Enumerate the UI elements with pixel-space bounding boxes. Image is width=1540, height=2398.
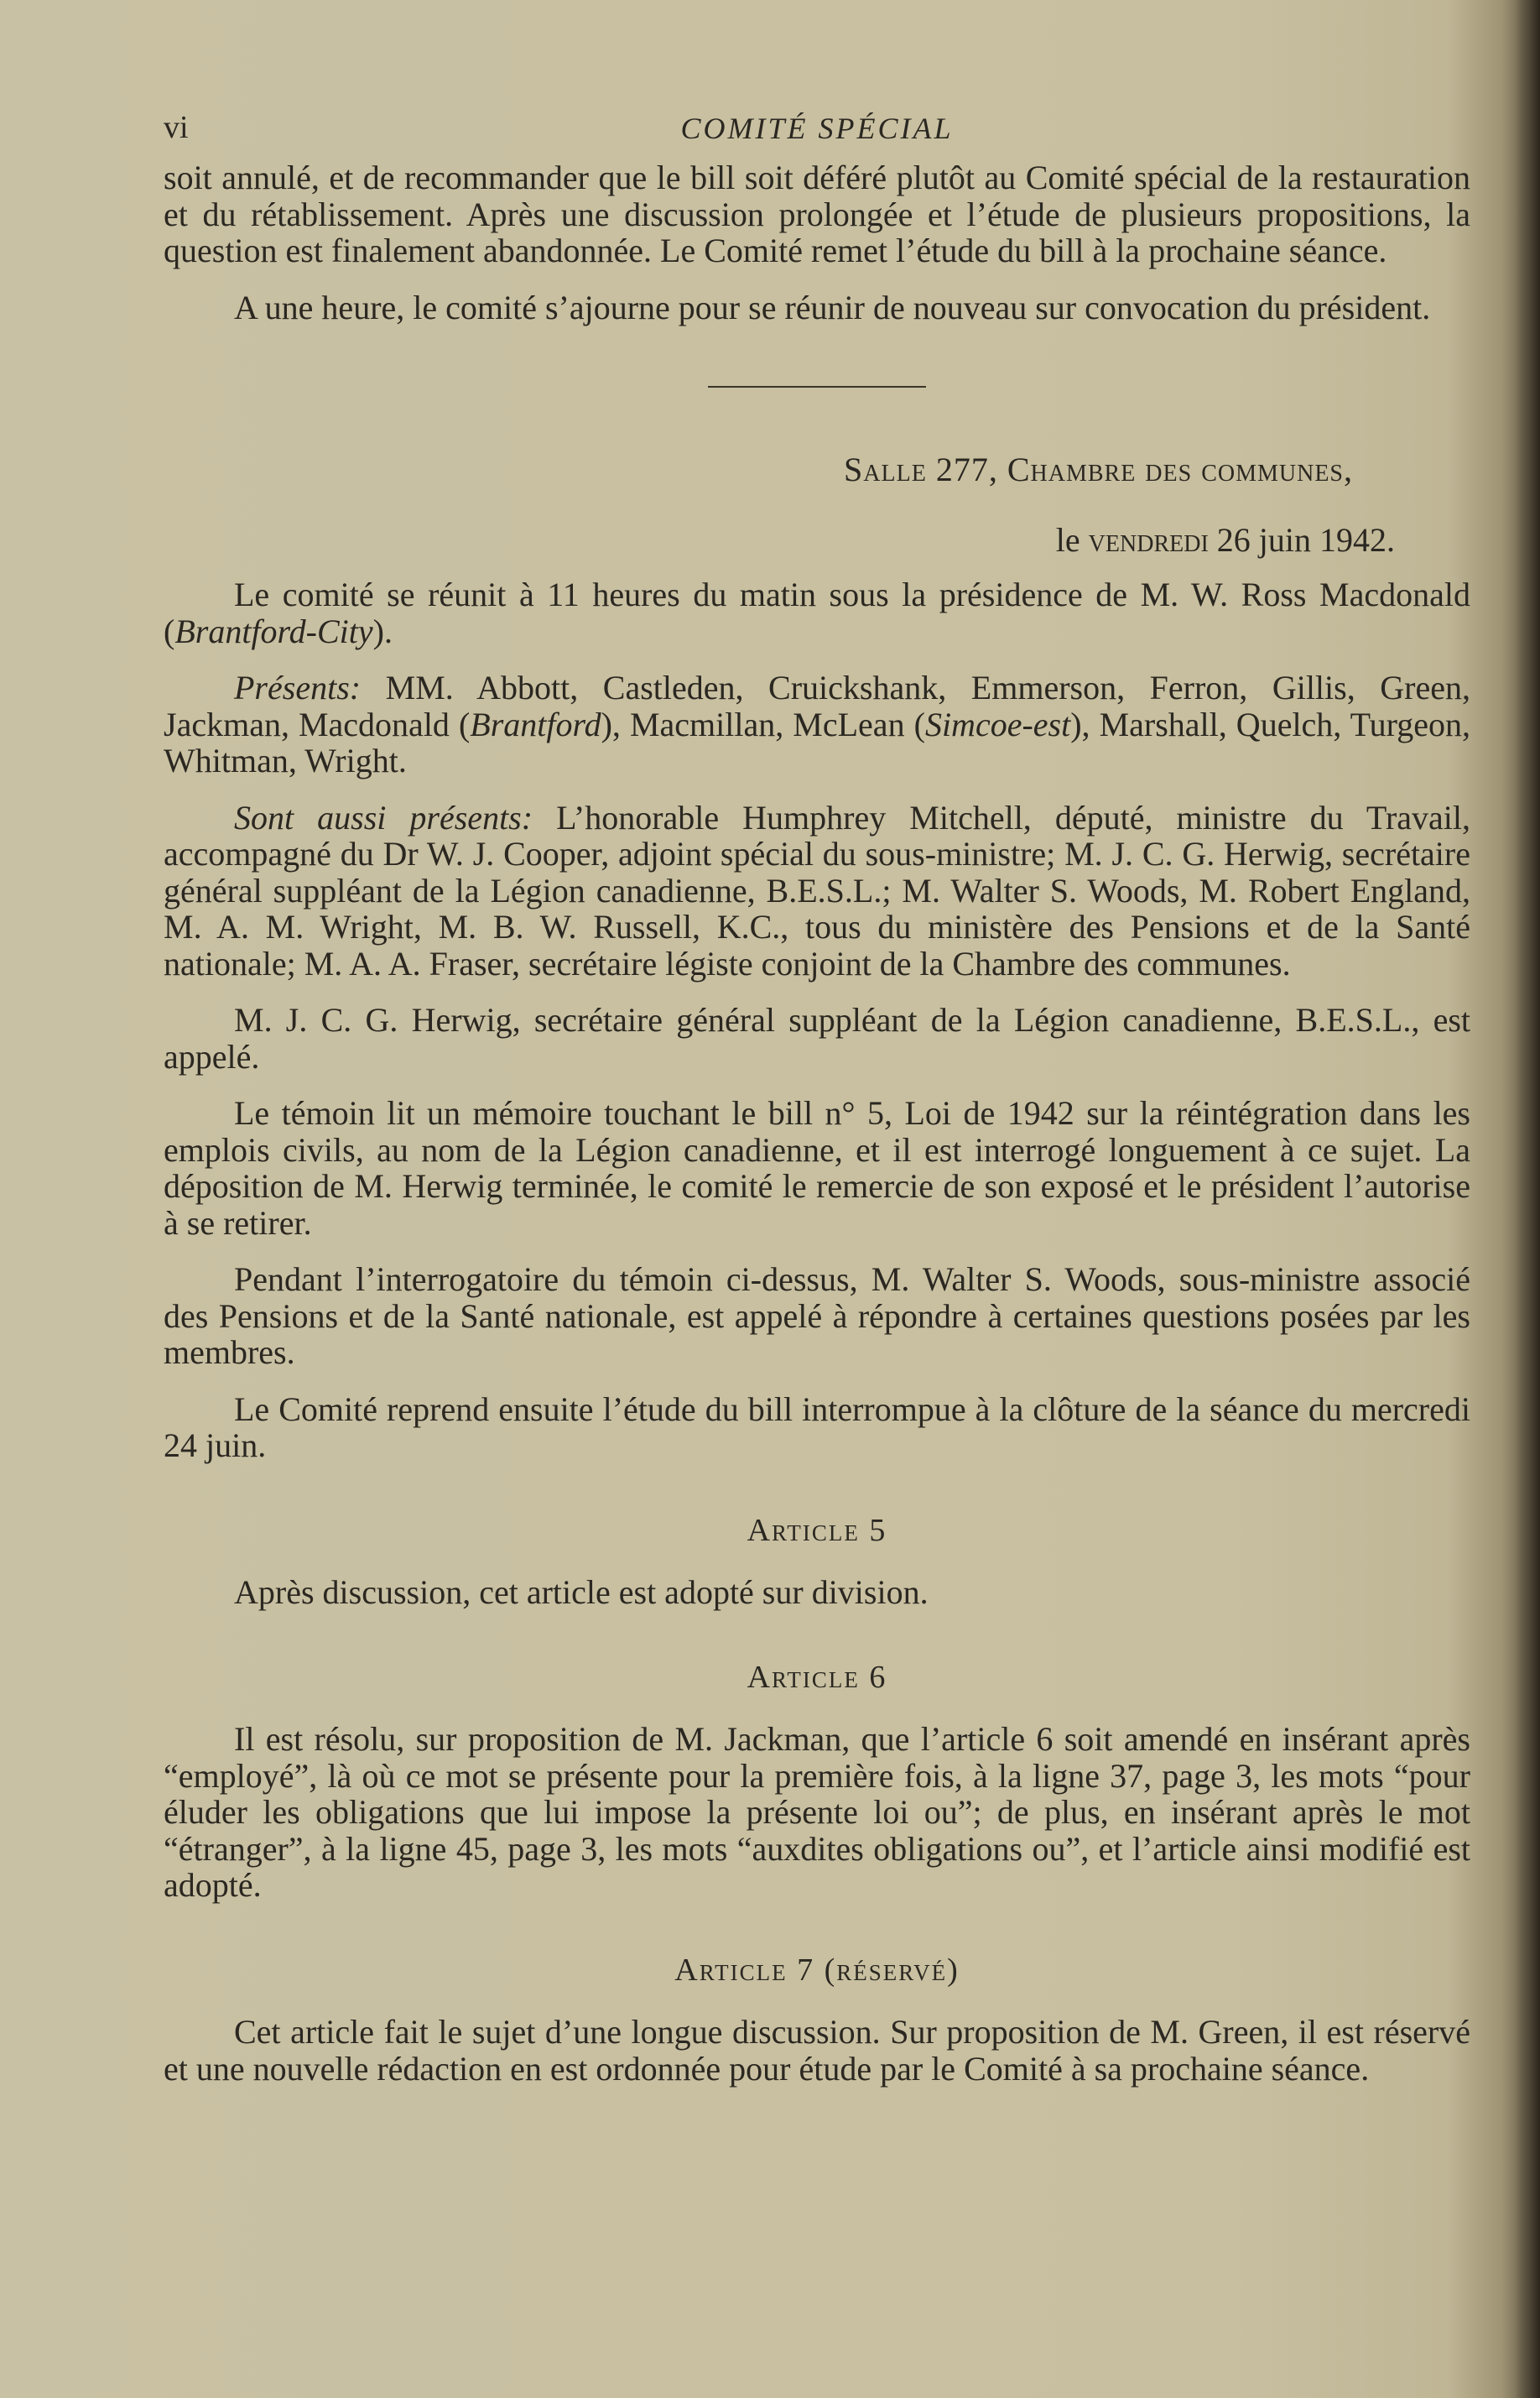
paragraph-woods-questions: Pendant l’interrogatoire du témoin ci-dessus, M. Walter S. Woods, sous-ministre associé des Pensions et de la Santé nationale, est appelé à répondre à certaines questions posées par les membres. bbox=[164, 1260, 1470, 1371]
paragraph-witness-called: M. J. C. G. Herwig, secrétaire général suppléant de la Légion canadienne, B.E.S.L., est appelé. bbox=[164, 1001, 1470, 1076]
date-prefix: le bbox=[1055, 520, 1089, 559]
paragraph-article-6: Il est résolu, sur proposition de M. Jackman, que l’article 6 soit amendé en insérant après “employé”, là où ce mot se présente pour la première fois, à la ligne 37, page 3, les mots “pour éluder les obligations que lui impose la présente loi ou”; de plus, en insérant après le mot “étranger”, à la ligne 45, page 3, les mots “auxdites obligations ou”, et l’article ainsi modifié est adopté. bbox=[164, 1720, 1470, 1904]
running-title: COMITÉ SPÉCIAL bbox=[680, 112, 954, 145]
riding-name: Brantford-City bbox=[174, 612, 373, 650]
meeting-date bbox=[164, 522, 1395, 559]
article-5-heading: Article 5 bbox=[747, 1512, 887, 1548]
riding-name: Brantford bbox=[470, 705, 601, 743]
present-label: Présents: bbox=[234, 669, 362, 706]
text-run: ), Macmillan, McLean ( bbox=[601, 705, 925, 743]
paragraph-article-5: Après discussion, cet article est adopté sur division. bbox=[234, 1573, 929, 1611]
paragraph-continuation: soit annulé, et de recommander que le bill soit déféré plutôt au Comité spécial de la restauration et du rétablissement. Après une discussion prolongée et l’étude de plusieurs propositions, la question est finalement abandonnée. Le Comité remet l’étude du bill à la prochaine séance. bbox=[164, 159, 1470, 269]
paragraph-also-present bbox=[164, 800, 1470, 983]
text-run: L’honorable Humphrey Mitchell, député, ministre du Travail, accompagné du Dr W. J. Cooper, adjoint spécial du sous-ministre; M. J. C. G. Herwig, secrétaire général suppléant de la Légion canadienne, B.E.S.L.; M. Walter S. Woods, M. Robert England, M. A. M. Wright, M. B. W. Russell, K.C., tous du ministère des Pensions et de la Santé nationale; M. A. A. Fraser, secrétaire légiste conjoint de la Chambre des communes. bbox=[164, 798, 1471, 983]
article-6-heading: Article 6 bbox=[747, 1659, 887, 1695]
date-rest: 26 juin 1942. bbox=[1208, 520, 1395, 559]
page-header bbox=[164, 109, 1470, 159]
riding-name: Simcoe-est bbox=[924, 705, 1071, 743]
page-number: vi bbox=[164, 110, 189, 145]
article-7-heading: Article 7 (réservé) bbox=[674, 1952, 960, 1988]
text-run: Le comité se réunit à 11 heures du matin sous la présidence de M. W. Ross Macdonald ( bbox=[164, 576, 1470, 650]
meeting-place: Salle 277, Chambre des communes, bbox=[844, 451, 1353, 488]
text-run: MM. Abbott, Castleden, Cruickshank, Emmerson, Ferron, Gillis, Green, Jackman, Macdonald ( bbox=[164, 669, 1470, 743]
section-divider bbox=[708, 386, 926, 388]
also-present-label: Sont aussi présents: bbox=[234, 798, 533, 837]
paragraph-witness-testimony: Le témoin lit un mémoire touchant le bill n° 5, Loi de 1942 sur la réintégration dans les emplois civils, au nom de la Légion canadienne, et il est interrogé longuement à ce sujet. La déposition de M. Herwig terminée, le comité le remercie de son exposé et le président l’autorise à se retirer. bbox=[164, 1094, 1470, 1242]
paragraph-meeting-opening bbox=[164, 576, 1470, 649]
paragraph-resume-study: Le Comité reprend ensuite l’étude du bill interrompue à la clôture de la séance du mercredi 24 juin. bbox=[164, 1389, 1470, 1464]
text-column bbox=[164, 109, 1470, 2107]
date-weekday: vendredi bbox=[1088, 520, 1209, 559]
paragraph-adjournment: A une heure, le comité s’ajourne pour se réunir de nouveau sur convocation du président. bbox=[234, 288, 1431, 326]
paragraph-article-7: Cet article fait le sujet d’une longue discussion. Sur proposition de M. Green, il est réservé et une nouvelle rédaction en est ordonnée pour étude par le Comité à sa prochaine séance. bbox=[164, 2013, 1470, 2088]
paragraph-members-present bbox=[164, 670, 1470, 779]
text-run: ), Marshall, Quelch, Turgeon, Whitman, Wright. bbox=[164, 705, 1471, 779]
text-run: ). bbox=[372, 612, 393, 650]
